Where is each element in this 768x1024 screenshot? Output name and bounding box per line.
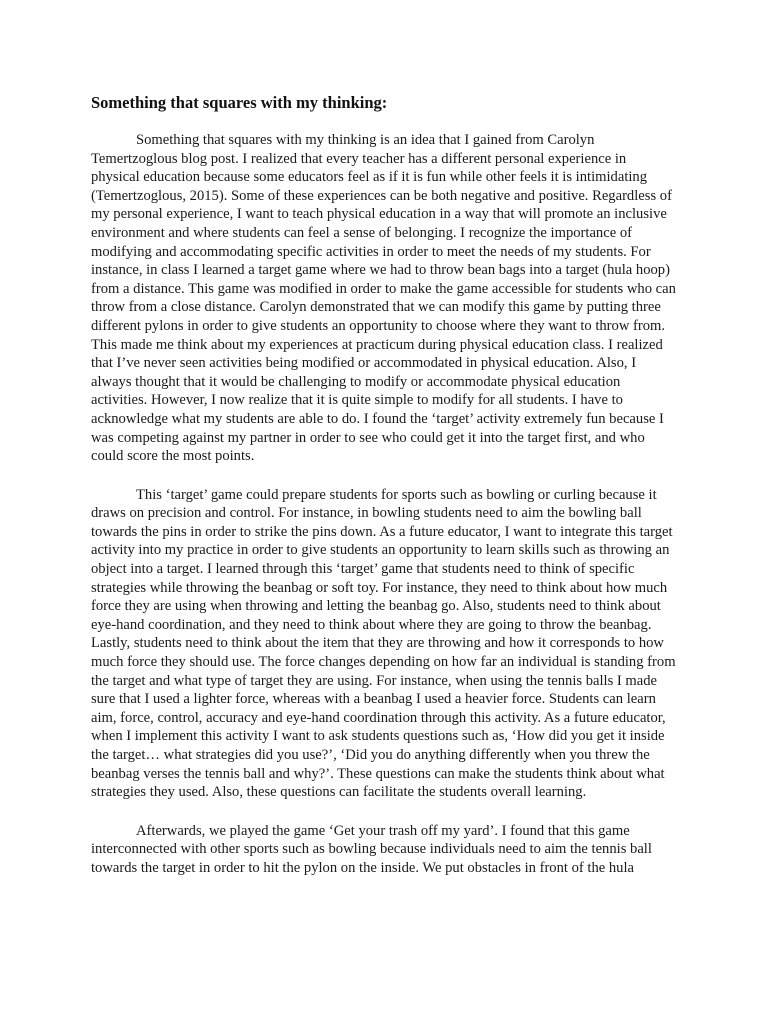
paragraph-1: Something that squares with my thinking is an idea that I gained from Carolyn Temertzoglous blog post. I realized that every teacher has a different personal experience in physical education because some educators feel as if it is fun while other feels it is intimidating (Temertzoglous, 2015). Some of these experiences can be both negative and positive. Regardless of my personal experience, I want to teach physical education in a way that will promote an inclusive environment and where students can feel a sense of belonging. I recognize the importance of modifying and accommodating specific activities in order to meet the needs of my students. For instance, in class I learned a target game where we had to throw bean bags into a target (hula hoop) from a distance. This game was modified in order to make the game accessible for students who can throw from a close distance. Carolyn demonstrated that we can modify this game by putting three different pylons in order to give students an opportunity to choose where they want to throw from. This made me think about my experiences at practicum during physical education class. I realized that I’ve never seen activities being modified or accommodated in physical education. Also, I always thought that it would be challenging to modify or accommodate physical education activities. However, I now realize that it is quite simple to modify for all students. I have to acknowledge what my students are able to do. I found the ‘target’ activity extremely fun because I was competing against my partner in order to see who could get it into the target first, and who could score the most points. [91, 132, 676, 465]
paragraph-3: Afterwards, we played the game ‘Get your trash off my yard’. I found that this game interconnected with other sports such as bowling because individuals need to aim the tennis ball towards the target in order to hit the pylon on the inside. We put obstacles in front of the hula [91, 822, 652, 876]
document-title: Something that squares with my thinking: [91, 93, 388, 112]
document-body [91, 93, 677, 898]
paragraph-2: This ‘target’ game could prepare students for sports such as bowling or curling because it draws on precision and control. For instance, in bowling students need to aim the bowling ball towards the pins in order to strike the pins down. As a future educator, I want to integrate this target activity into my practice in order to give students an opportunity to learn skills such as throwing an object into a target. I learned through this ‘target’ game that students need to think of specific strategies while throwing the beanbag or soft toy. For instance, they need to think about how much force they are using when throwing and letting the beanbag go. Also, students need to think about eye-hand coordination, and they need to think about where they are going to throw the beanbag. Lastly, students need to think about the item that they are throwing and how it corresponds to how much force they should use. The force changes depending on how far an individual is standing from the target and what type of target they are using. For instance, when using the tennis balls I made sure that I used a lighter force, whereas with a beanbag I used a heavier force. Students can learn aim, force, control, accuracy and eye-hand coordination through this activity. As a future educator, when I implement this activity I want to ask students questions such as, ‘How did you get it inside the target… what strategies did you use?’, ‘Did you do anything differently when you threw the beanbag verses the tennis ball and why?’. These questions can make the students think about what strategies they used. Also, these questions can facilitate the students overall learning. [91, 486, 676, 801]
